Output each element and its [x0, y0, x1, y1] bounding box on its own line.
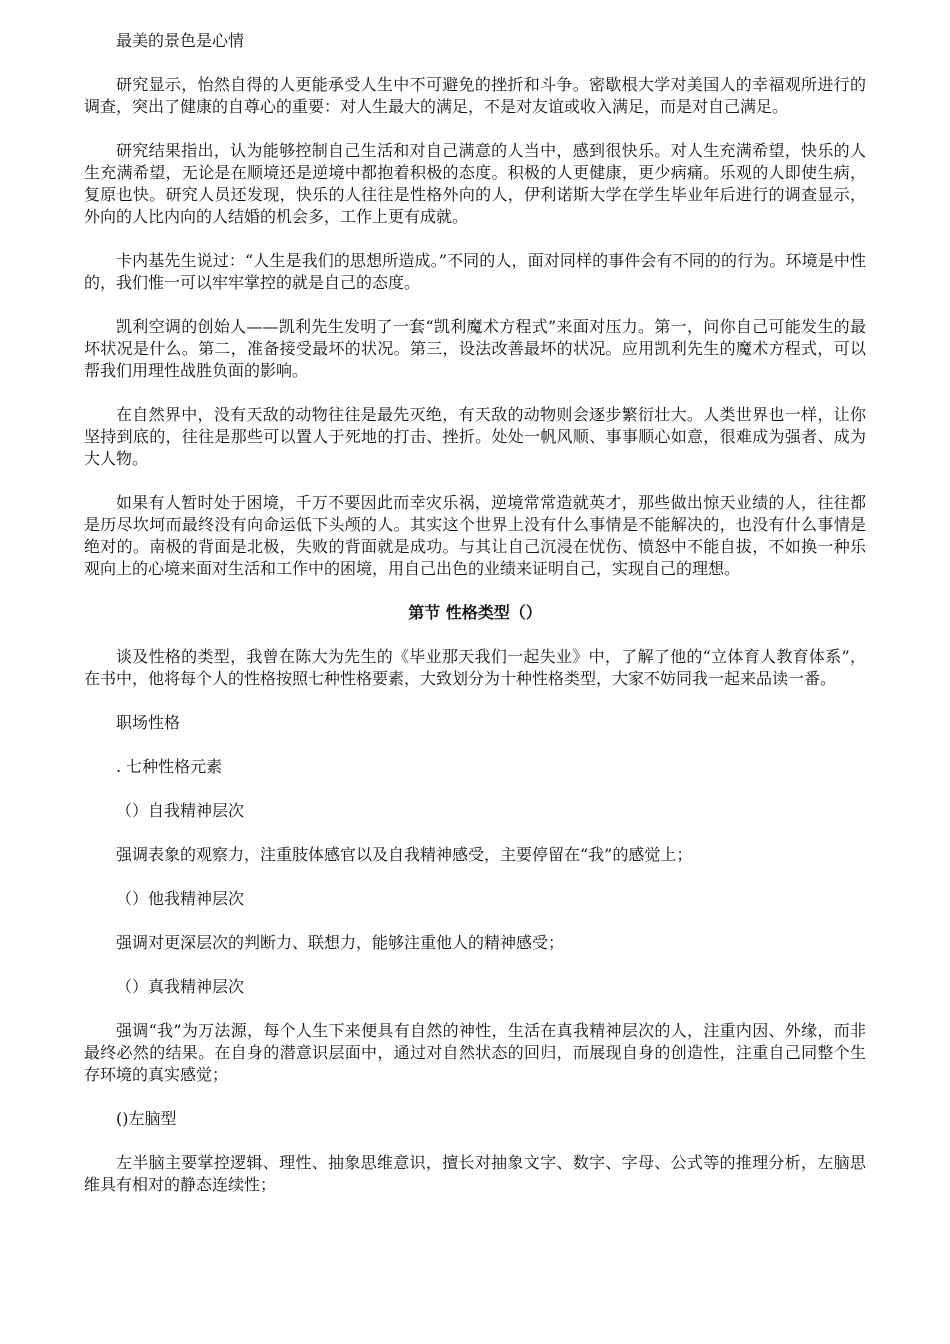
paragraph: 研究结果指出，认为能够控制自己生活和对自己满意的人当中，感到很快乐。对人生充满希望，快乐的人生充满希望，无论是在顺境还是逆境中都抱着积极的态度。积极的人更健康，更少病痛。乐观的人即使生病，复原也快。研究人员还发现，快乐的人往往是性格外向的人，伊利诺斯大学在学生毕业年后进行的调查显示，外向的人比内向的人结婚的机会多，工作上更有成就。: [84, 141, 866, 226]
paragraph: 在自然界中，没有天敌的动物往往是最先灭绝，有天敌的动物则会逐步繁衍壮大。人类世界也一样，让你坚持到底的，往往是那些可以置人于死地的打击、挫折。处处一帆风顺、事事顺心如意，很难成为强者、成为大人物。: [84, 405, 866, 468]
paragraph-title: 最美的景色是心情: [116, 31, 245, 50]
paragraph: 谈及性格的类型，我曾在陈大为先生的《毕业那天我们一起失业》中，了解了他的“立体育人教育体系”，在书中，他将每个人的性格按照七种性格要素，大致划分为十种性格类型，大家不妨同我一起来品读一番。: [84, 647, 866, 688]
item-heading: （）自我精神层次: [116, 801, 245, 820]
paragraph: 凯利空调的创始人——凯利先生发明了一套“凯利魔术方程式”来面对压力。第一，问你自己可能发生的最坏状况是什么。第二，准备接受最坏的状况。第三，设法改善最坏的状况。应用凯利先生的魔术方程式，可以帮我们用理性战胜负面的影响。: [84, 317, 866, 380]
section-heading: 第节 性格类型（）: [408, 603, 542, 622]
subheading-career-personality: 职场性格: [116, 713, 181, 732]
paragraph: 强调“我”为万法源，每个人生下来便具有自然的神性，生活在真我精神层次的人，注重内因、外缘，而非最终必然的结果。在自身的潜意识层面中，通过对自然状态的回归，而展现自身的创造性，注重自己同整个生存环境的真实感觉；: [84, 1021, 866, 1084]
paragraph: 如果有人暂时处于困境，千万不要因此而幸灾乐祸，逆境常常造就英才，那些做出惊天业绩的人，往往都是历尽坎坷而最终没有向命运低下头颅的人。其实这个世界上没有什么事情是不能解决的，也没有什么事情是绝对的。南极的背面是北极，失败的背面就是成功。与其让自己沉浸在忧伤、愤怒中不能自拔，不如换一种乐观向上的心境来面对生活和工作中的困境，用自己出色的业绩来证明自己，实现自己的理想。: [84, 493, 866, 578]
paragraph: 强调表象的观察力，注重肢体感官以及自我精神感受，主要停留在“我”的感觉上；: [116, 845, 693, 864]
item-heading: （）真我精神层次: [116, 977, 245, 996]
paragraph: 研究显示，怡然自得的人更能承受人生中不可避免的挫折和斗争。密歇根大学对美国人的幸福观所进行的调查，突出了健康的自尊心的重要：对人生最大的满足，不是对友谊或收入满足，而是对自己满足。: [84, 75, 866, 116]
paragraph: 左半脑主要掌控逻辑、理性、抽象思维意识，擅长对抽象文字、数字、字母、公式等的推理分析，左脑思维具有相对的静态连续性；: [84, 1153, 866, 1194]
subheading-seven-elements: . 七种性格元素: [116, 757, 223, 776]
paragraph: 强调对更深层次的判断力、联想力，能够注重他人的精神感受；: [116, 933, 565, 952]
item-heading: ()左脑型: [116, 1109, 177, 1128]
paragraph: 卡内基先生说过：“人生是我们的思想所造成。”不同的人，面对同样的事件会有不同的的行为。环境是中性的，我们惟一可以牢牢掌控的就是自己的态度。: [84, 251, 866, 292]
item-heading: （）他我精神层次: [116, 889, 245, 908]
